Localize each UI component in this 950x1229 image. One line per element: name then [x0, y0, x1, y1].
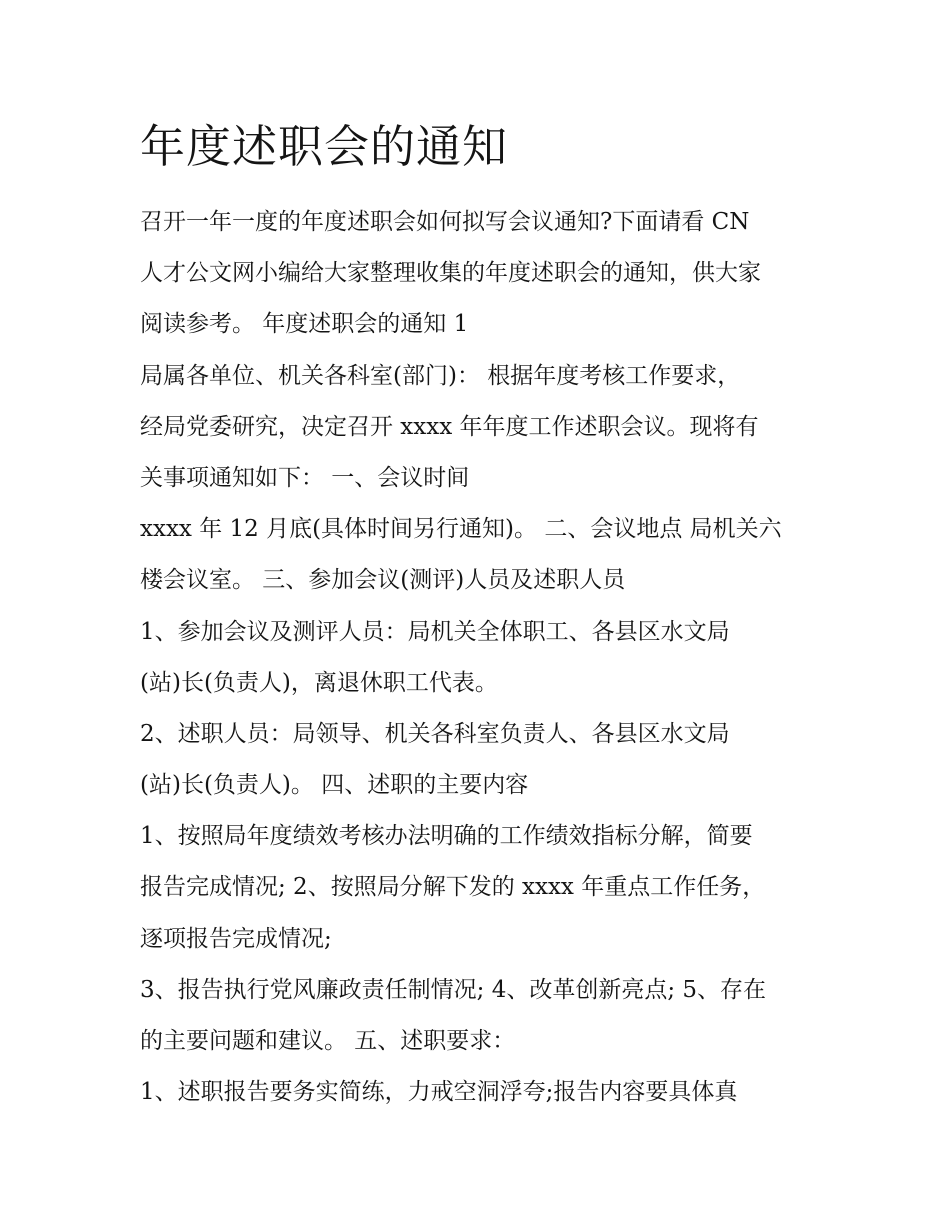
document-body — [140, 197, 830, 1118]
body-line: 的主要问题和建议。 五、述职要求： — [140, 1028, 516, 1054]
body-line: 报告完成情况; 2、按照局分解下发的 xxxx 年重点工作任务， — [140, 874, 766, 901]
body-line: 阅读参考。 年度述职会的通知 1 — [140, 311, 469, 338]
body-line: 楼会议室。 三、参加会议(测评)人员及述职人员 — [140, 567, 626, 594]
body-line: 2、述职人员：局领导、机关各科室负责人、各县区水文局 — [140, 720, 730, 747]
body-line: 局属各单位、机关各科室(部门)： 根据年度考核工作要求， — [140, 362, 741, 389]
body-line: 3、报告执行党风廉政责任制情况; 4、改革创新亮点; 5、存在 — [140, 976, 767, 1003]
body-line: 1、参加会议及测评人员：局机关全体职工、各县区水文局 — [140, 618, 730, 645]
body-line: xxxx 年 12 月底(具体时间另行通知)。 二、会议地点 局机关六 — [140, 516, 782, 543]
body-line: (站)长(负责人)，离退休职工代表。 — [140, 669, 498, 696]
body-line: 关事项通知如下： 一、会议时间 — [140, 464, 470, 491]
body-line: 经局党委研究，决定召开 xxxx 年年度工作述职会议。现将有 — [140, 413, 759, 440]
body-line: 逐项报告完成情况; — [140, 925, 332, 952]
body-line: 1、述职报告要务实简练，力戒空洞浮夸;报告内容要具体真 — [140, 1079, 738, 1106]
body-line: 人才公文网小编给大家整理收集的年度述职会的通知，供大家 — [140, 260, 761, 287]
document-title: 年度述职会的通知 — [140, 120, 509, 173]
body-line: (站)长(负责人)。 四、述职的主要内容 — [140, 772, 529, 799]
body-line: 1、按照局年度绩效考核办法明确的工作绩效指标分解，简要 — [140, 823, 753, 850]
body-line: 召开一年一度的年度述职会如何拟写会议通知?下面请看 CN — [140, 209, 750, 235]
